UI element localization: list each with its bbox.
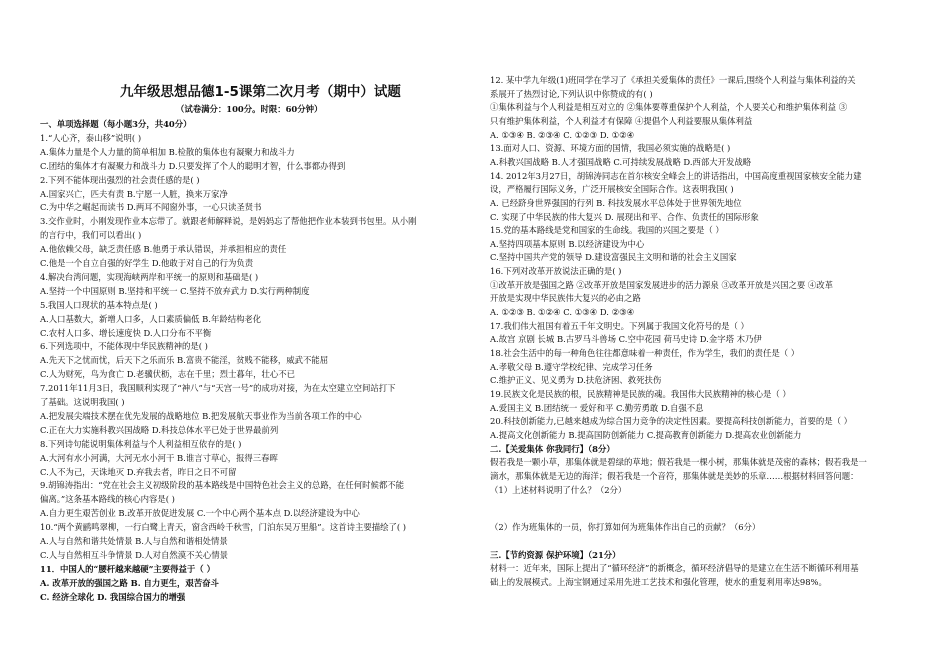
left-text-line: A.国家兴亡，匹夫有责 B.宁愿一人脏，换来万家净 (40, 188, 228, 199)
right-text-line: 12. 某中学九年级(1)班同学在学习了《承担关爱集体的责任》一课后,围绕个人利益与集体利益的关 (490, 75, 856, 85)
right-text-line: 14. 2012年3月27日，胡锦涛同志在首尔核安全峰会上的讲话指出，中国高度重视国家核安全能力建 (490, 170, 862, 181)
left-text-line: 了基础。这说明我国( ) (40, 397, 125, 407)
right-text-line: A. ①③④ B. ②③④ C. ①②③ D. ①②④ (490, 129, 635, 140)
right-text-line: C. 实现了中华民族的伟大复兴 D. 展现出和平、合作、负责任的国际形象 (490, 211, 759, 222)
right-text-line: C.坚持中国共产党的领导 D.建设富强民主文明和谐的社会主义国家 (490, 252, 737, 263)
left-text-line: 10.“两个黄鹂鸣翠柳，一行白鹭上青天，窗含西岭千秋雪，门泊东吴万里船”。这首诗主要描绘了( ) (40, 522, 407, 533)
right-text-line: A.科教兴国战略 B.人才强国战略 C.可持续发展战略 D.西部大开发战略 (490, 156, 752, 167)
right-text-line: C.维护正义、见义勇为 D.扶危济困、救死扶伤 (490, 375, 662, 386)
left-text-line: 3.交作业时，小刚发现作业本忘带了。就跟老师解释说，是妈妈忘了帮他把作业本装到书包里。从小刚 (40, 216, 417, 227)
left-text-line: A.坚持一个中国原则 B.坚持和平统一 C.坚持不放弃武力 D.实行两种制度 (40, 285, 310, 296)
left-text-line: 7.2011年11月3日，我国顺利实现了“神八”与“天宫一号”的成功对接，为在太空建立空间站打下 (40, 383, 396, 394)
left-text-line: C. 经济全球化 D. 我国综合国力的增强 (40, 591, 186, 602)
right-text-line: 设，严格履行国际义务，广泛开展核安全国际合作。这表明我国( ) (490, 184, 734, 195)
left-text-line: C.团结的集体才有凝聚力和战斗力 D.只要发挥了个人的聪明才智，什么事都办得到 (40, 160, 346, 171)
left-text-line: C.人与自然相互斗争情景 D.人对自然漠不关心情景 (40, 549, 229, 560)
left-text-line: A.先天下之忧而忧，后天下之乐而乐 B.富贵不能淫，贫贱不能移，威武不能屈 (40, 355, 329, 366)
right-text-line: 13.面对人口、资源、环境方面的国情，我国必须实施的战略是( ) (490, 143, 731, 154)
left-text-line: C.正在大力实施科教兴国战略 D.科技总体水平已处于世界最前列 (40, 424, 279, 435)
left-text-line: 的言行中，我们可以看出( ) (40, 230, 142, 241)
right-text-line: 开放是实现中华民族伟大复兴的必由之路 (490, 293, 641, 304)
left-text-line: 1.“人心齐，泰山移”说明( ) (40, 132, 142, 143)
right-text-line: A.爱国主义 B.团结统一 爱好和平 C.勤劳勇敢 D.自强不息 (490, 402, 704, 413)
right-text-line: A.故宫 京剧 长城 B.古罗马斗兽场 C.空中花园 荷马史诗 D.金字塔 木乃伊 (490, 334, 762, 345)
right-text-line: 滴水，那集体就是无边的海洋；假若我是一个音符，那集体就是美妙的乐章……根据材料回答问题： (490, 470, 859, 481)
left-text-line: C.他是一个自立自强的好学生 D.他敢于对自己的行为负责 (40, 258, 254, 268)
right-text-line: 18.社会生活中的每一种角色往往都意味着一种责任，作为学生，我们的责任是（ ） (490, 348, 800, 358)
left-text-line: A. 改革开放的强国之路 B. 自力更生，艰苦奋斗 (40, 577, 219, 588)
right-text-line: （1）上述材料说明了什么？（2分） (490, 484, 627, 495)
left-text-line: A.人与自然和谐共处情景 B.人与自然和谐相处情景 (40, 536, 228, 546)
left-text-line: A.把发展尖端技术摆在优先发展的战略地位 B.把发展航天事业作为当前各项工作的中心 (40, 410, 362, 421)
right-text-line: A. ①②③ B. ①②④ C. ①③④ D. ②③④ (490, 307, 635, 318)
left-text-line: 5.我国人口现状的基本特点是( ) (40, 299, 158, 310)
left-text-line: A.他依赖父母，缺乏责任感 B.他勇于承认错误，并承担相应的责任 (40, 244, 287, 255)
right-text-line: 20.科技创新能力,已越来越成为综合国力竞争的决定性因素。要提高科技创新能力，首要的是（ ） (490, 416, 853, 427)
right-text-line: （2）作为班集体的一员，你打算如何为班集体作出自己的贡献？（6分） (490, 522, 761, 533)
right-text-line: 19.民族文化是民族的根，民族精神是民族的魂。我国伟大民族精神的核心是（ ） (490, 388, 791, 399)
left-text-line: C.人不为己，天诛地灭 D.弃我去者，昨日之日不可留 (40, 466, 237, 477)
left-text-line: 6.下列选项中，不能体现中华民族精神的是( ) (40, 341, 208, 352)
exam-title: 九年级思想品德1-5课第二次月考（期中）试题 (120, 84, 401, 100)
right-text-line: A.提高文化创新能力 B.提高国防创新能力 C.提高教育创新能力 D.提高农业创新能力 (490, 429, 802, 440)
right-text-line: A. 已经跻身世界强国的行列 B. 科技发展水平总体处于世界领先地位 (490, 197, 742, 208)
left-text-line: 8.下列诗句能说明集体利益与个人利益相互依存的是( ) (40, 438, 242, 449)
left-text-line: 偏离。”这条基本路线的核心内容是( ) (40, 494, 175, 505)
left-text-line: A.集体力量是个人力量的简单相加 B.检散的集体也有凝聚力和战斗力 (40, 146, 295, 157)
right-text-line: 16.下列对改革开放说法正确的是( ) (490, 266, 622, 277)
right-text-line: ①改革开放是强国之路 ②改革开放是国家发展进步的活力源泉 ③改革开放是兴国之要 ④改革 (490, 279, 833, 290)
right-text-line: 假若我是一颗小草，那集体就是碧绿的草地；假若我是一棵小树，那集体就是茂密的森林；假若我是一 (490, 457, 867, 468)
right-text-line: A.坚持四项基本原则 B.以经济建设为中心 (490, 238, 645, 249)
right-text-line: 只有维护集体利益，个人利益才有保障 ④提倡个人利益要服从集体利益 (490, 115, 753, 126)
left-text-line: A.大河有水小河满，大河无水小河干 B.谁言寸草心，报得三春晖 (40, 452, 278, 463)
left-text-line: C.人为财死，鸟为食亡 D.老骥伏枥，志在千里；烈士暮年，壮心不已 (40, 369, 296, 380)
right-text-line: 础上的发展模式。上海宝钢通过采用先进工艺技术和强化管理，使水的重复利用率达98%。 (490, 577, 827, 588)
exam-subtitle: （试卷满分：100分。时限：60分钟） (176, 104, 323, 114)
right-text-line: A.孝敬父母 B.遵守学校纪律、完成学习任务 (490, 361, 653, 372)
right-text-line: 材料一：近年来，国际上提出了“循环经济”的新概念，循环经济倡导的是建立在生活不断循环利用基 (490, 563, 859, 574)
right-text-line: 三.【节约资源 保护环境】（21分） (490, 549, 621, 560)
left-text-line: A.人口基数大，新增人口多，人口素质偏低 B.年龄结构老化 (40, 313, 262, 324)
right-text-line: 15.党的基本路线是党和国家的生命线。我国的兴国之要是（ ） (490, 225, 724, 236)
left-text-line: A.自力更生艰苦创业 B.改革开放促进发展 C.一个中心两个基本点 D.以经济建设为中心 (40, 508, 360, 519)
right-text-line: ①集体利益与个人利益是相互对立的 ②集体要尊重保护个人利益，个人要关心和维护集体利益 ③ (490, 102, 848, 113)
right-text-line: 17.我们伟大祖国有着五千年文明史。下列属于我国文化符号的是（ ） (490, 320, 749, 331)
right-text-line: 系展开了热烈讨论,下列认识中你赞成的有( ) (490, 88, 653, 99)
left-text-line: C.农村人口多、增长速度快 D.人口分布不平衡 (40, 327, 212, 338)
left-text-line: 9.胡锦涛指出：“党在社会主义初级阶段的基本路线是中国特色社会主义的总路，在任何时候都不能 (40, 480, 405, 491)
left-text-line: 11．中国人的“腰杆越来越硬”主要得益于（ ） (40, 563, 215, 574)
left-text-line: C.为中华之崛起而读书 D.两耳不闻窗外事，一心只读圣贤书 (40, 202, 262, 213)
left-text-line: 2.下列不能体现出强烈的社会责任感的是( ) (40, 174, 200, 185)
left-text-line: 一、单项选择题（每小题3分，共40分） (40, 119, 192, 129)
right-text-line: 二.【关爱集体 你我同行】（8分） (490, 443, 615, 454)
left-text-line: 4.解决台湾问题，实现海峡两岸和平统一的原则和基础是( ) (40, 271, 259, 282)
